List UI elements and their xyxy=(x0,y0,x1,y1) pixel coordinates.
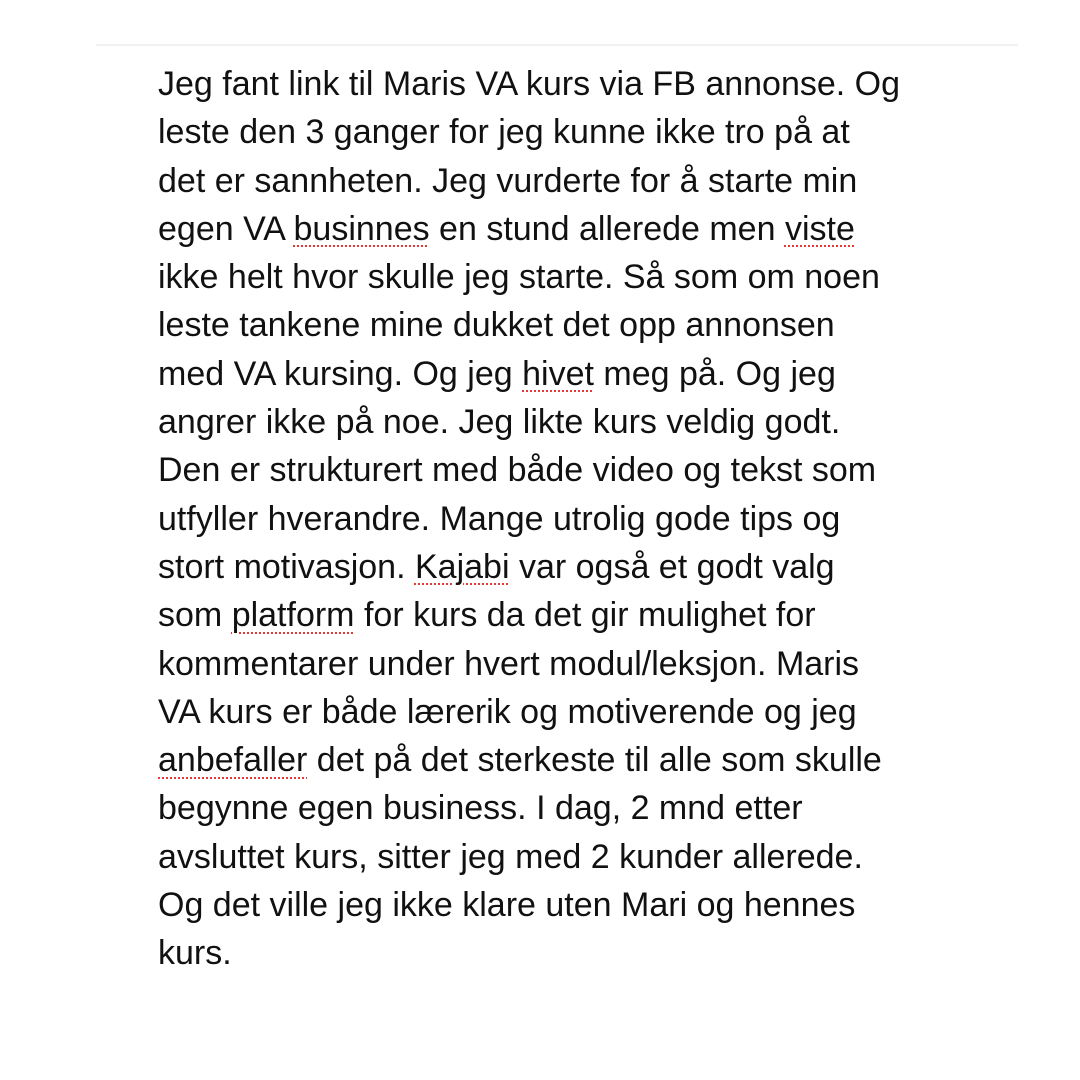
text-line xyxy=(158,205,988,253)
top-divider xyxy=(96,44,1018,46)
review-text[interactable] xyxy=(158,60,988,978)
misspelled-word: anbefaller xyxy=(158,741,308,780)
text-segment: Jeg fant link til Maris VA kurs via FB annonse. Og xyxy=(158,65,901,103)
text-line xyxy=(158,253,988,301)
text-segment: avsluttet kurs, sitter jeg med 2 kunder allerede. xyxy=(158,837,863,876)
text-line xyxy=(158,398,988,446)
text-segment: ikke helt hvor skulle jeg starte. Så som om noen xyxy=(158,258,880,297)
text-line xyxy=(158,640,988,688)
text-line xyxy=(158,446,988,494)
text-segment: begynne egen business. I dag, 2 mnd etter xyxy=(158,789,803,828)
text-line xyxy=(158,881,988,929)
text-line xyxy=(158,543,988,591)
misspelled-word: Kajabi xyxy=(414,547,510,586)
text-segment: med VA kursing. Og jeg xyxy=(158,354,523,393)
misspelled-word: viste xyxy=(784,209,855,248)
text-line xyxy=(158,591,988,639)
text-segment: for kurs da det gir mulighet for xyxy=(354,596,816,635)
text-line xyxy=(158,833,988,881)
text-segment: egen VA xyxy=(158,209,294,248)
misspelled-word: businnes xyxy=(293,209,430,248)
text-line xyxy=(158,108,988,156)
text-line xyxy=(158,495,988,543)
text-segment: kommentarer under hvert modul/leksjon. Maris xyxy=(158,644,860,683)
misspelled-word: platform xyxy=(231,596,355,635)
text-segment: Den er strukturert med både video og tekst som xyxy=(158,451,877,490)
text-segment: leste den 3 ganger for jeg kunne ikke tro på at xyxy=(158,113,850,152)
text-line xyxy=(158,736,988,784)
text-line xyxy=(158,60,988,108)
text-segment: var også et godt valg xyxy=(509,547,835,586)
text-line xyxy=(158,784,988,832)
text-segment: en stund allerede men xyxy=(429,209,785,248)
text-segment: VA kurs er både lærerik og motiverende og jeg xyxy=(158,692,857,731)
text-line xyxy=(158,688,988,736)
text-line xyxy=(158,350,988,398)
text-segment: Og det ville jeg ikke klare uten Mari og hennes xyxy=(158,886,856,925)
text-segment: som xyxy=(158,596,232,635)
text-segment: angrer ikke på noe. Jeg likte kurs veldig godt. xyxy=(158,403,841,442)
text-segment: meg på. Og jeg xyxy=(593,354,836,393)
text-segment: det er sannheten. Jeg vurderte for å starte min xyxy=(158,161,858,200)
text-segment: det på det sterkeste til alle som skulle xyxy=(307,741,882,780)
text-segment: kurs. xyxy=(158,934,232,973)
text-line xyxy=(158,301,988,349)
text-segment: utfyller hverandre. Mange utrolig gode tips og xyxy=(158,499,841,538)
text-segment: stort motivasjon. xyxy=(158,547,415,586)
text-line xyxy=(158,929,988,977)
text-segment: leste tankene mine dukket det opp annonsen xyxy=(158,306,835,345)
misspelled-word: hivet xyxy=(522,354,594,393)
text-line xyxy=(158,157,988,205)
